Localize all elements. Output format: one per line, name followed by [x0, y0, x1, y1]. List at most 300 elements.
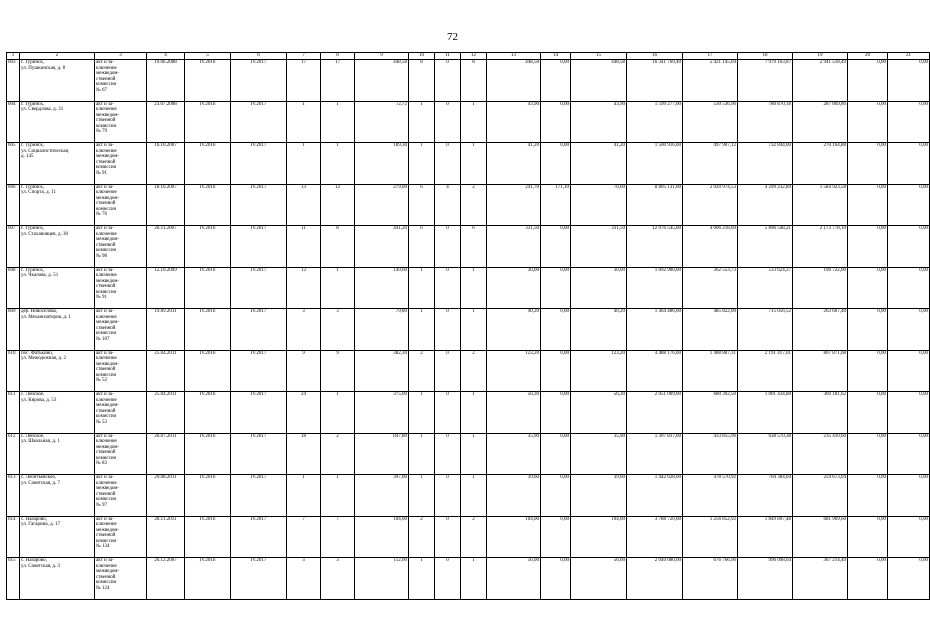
cell-c10: 6: [409, 226, 435, 268]
cell-c14: 0,00: [541, 143, 571, 185]
cell-c11: 0: [435, 350, 461, 392]
cell-c8: 1: [321, 101, 355, 143]
document-line: ключение: [96, 314, 117, 320]
document-line: акт и за-: [96, 101, 114, 107]
cell-c17: 433 855,96: [683, 433, 738, 475]
column-number: 10: [409, 53, 435, 60]
cell-c8: 17: [321, 60, 355, 102]
cell-c9: 279,00: [355, 184, 409, 226]
cell-c16: 2 051 009,00: [627, 392, 683, 434]
cell-c20: 0,00: [848, 267, 888, 309]
cell-c10: 1: [409, 267, 435, 309]
address-line: г. Туринск,: [21, 267, 45, 273]
cell-c20: 0,00: [848, 392, 888, 434]
document-line: межведом-: [96, 195, 120, 201]
row-number: 607: [7, 226, 20, 268]
cell-c15: 43,90: [571, 101, 627, 143]
cell-c9: 847,80: [355, 433, 409, 475]
cell-c19: 2 173 778,10: [793, 226, 848, 268]
document-line: акт и за-: [96, 184, 114, 190]
cell-c7: 9: [287, 350, 321, 392]
column-number: 20: [848, 53, 888, 60]
document-line: № 97: [96, 502, 108, 508]
column-number: 13: [487, 53, 541, 60]
cell-c17: 1 256 852,92: [683, 516, 738, 558]
table-row: [7, 433, 930, 475]
cell-c20: 0,00: [848, 101, 888, 143]
address-line: д. 145: [21, 154, 34, 160]
document-line: межведом-: [96, 444, 120, 450]
document-line: ственной: [96, 242, 116, 248]
table-row: [7, 184, 930, 226]
document-line: ключение: [96, 273, 117, 279]
cell-c16: 1 464 486,00: [627, 309, 683, 351]
cell-c21: 0,00: [888, 558, 930, 600]
cell-c13: 43,90: [487, 101, 541, 143]
document-cell: [95, 433, 147, 475]
cell-c10: 1: [409, 558, 435, 600]
column-number: 16: [627, 53, 683, 60]
cell-c7: 1: [287, 475, 321, 517]
document-cell: [95, 309, 147, 351]
cell-c6: IV.2017: [231, 60, 287, 102]
cell-c15: 35,90: [571, 433, 627, 475]
document-line: комиссии: [96, 206, 117, 212]
cell-c17: 478 570,92: [683, 475, 738, 517]
cell-c17: 485 822,00: [683, 309, 738, 351]
cell-c14: 0,00: [541, 267, 571, 309]
cell-c6: IV.2017: [231, 350, 287, 392]
cell-c16: 3 788 720,00: [627, 516, 683, 558]
cell-c20: 0,00: [848, 475, 888, 517]
cell-c16: 1 500 916,00: [627, 143, 683, 185]
cell-c15: 56,00: [571, 558, 627, 600]
document-line: межведом-: [96, 320, 120, 326]
cell-c14: 0,00: [541, 309, 571, 351]
cell-c10: 2: [409, 350, 435, 392]
cell-c16: 4 488 176,00: [627, 350, 683, 392]
cell-c20: 0,00: [848, 516, 888, 558]
document-line: № 107: [96, 336, 110, 342]
document-line: акт и за-: [96, 267, 114, 273]
column-number: 2: [20, 53, 95, 60]
cell-c8: 3: [321, 558, 355, 600]
document-line: комиссии: [96, 248, 117, 254]
cell-c21: 0,00: [888, 101, 930, 143]
cell-c9: 375,00: [355, 392, 409, 434]
row-number: 605: [7, 143, 20, 185]
table-row: [7, 558, 930, 600]
address-line: г. Туринск,: [21, 143, 45, 148]
cell-c4: 25.04.2011: [147, 392, 185, 434]
column-number: 7: [287, 53, 321, 60]
cell-c13: 331,50: [487, 226, 541, 268]
table-row: [7, 101, 930, 143]
row-number: 615: [7, 558, 20, 600]
cell-c18: 1 849 897,48: [738, 516, 793, 558]
cell-c6: IV.2017: [231, 516, 287, 558]
cell-c16: 2 040 080,00: [627, 558, 683, 600]
cell-c14: 0,00: [541, 350, 571, 392]
cell-c4: 12.10.2009: [147, 267, 185, 309]
cell-c5: IV.2016: [185, 350, 231, 392]
cell-c20: 0,00: [848, 433, 888, 475]
cell-c4: 29.08.2011: [147, 475, 185, 517]
cell-c14: 0,00: [541, 516, 571, 558]
cell-c21: 0,00: [888, 60, 930, 102]
cell-c5: IV.2016: [185, 143, 231, 185]
column-number: 12: [461, 53, 487, 60]
cell-c6: IV.2017: [231, 101, 287, 143]
document-cell: [95, 267, 147, 309]
document-line: межведом-: [96, 112, 120, 118]
cell-c11: 0: [435, 226, 461, 268]
table-row: [7, 60, 930, 102]
address-cell: [20, 184, 95, 226]
cell-c4: 23.07.2008: [147, 101, 185, 143]
cell-c4: 19.09.2011: [147, 309, 185, 351]
cell-c7: 24: [287, 392, 321, 434]
cell-c18: 732 844,00: [738, 143, 793, 185]
document-line: ственной: [96, 118, 116, 124]
address-cell: [20, 101, 95, 143]
cell-c18: 4 299 232,89: [738, 184, 793, 226]
cell-c6: IV.2017: [231, 558, 287, 600]
cell-c4: 26.12.2007: [147, 558, 185, 600]
cell-c4: 25.04.2011: [147, 350, 185, 392]
address-line: ул. Школьная, д. 1: [21, 439, 60, 445]
column-number: 8: [321, 53, 355, 60]
cell-c15: 56,30: [571, 392, 627, 434]
column-number: 5: [185, 53, 231, 60]
cell-c13: 104,00: [487, 516, 541, 558]
document-line: акт и за-: [96, 350, 114, 356]
cell-c13: 241,70: [487, 184, 541, 226]
cell-c16: 1 442 628,00: [627, 475, 683, 517]
cell-c17: 680 392,50: [683, 392, 738, 434]
table-row: [7, 350, 930, 392]
address-line: с. Назарово,: [21, 558, 47, 563]
column-number: 14: [541, 53, 571, 60]
document-line: комиссии: [96, 455, 117, 461]
column-number: 11: [435, 53, 461, 60]
cell-c7: 18: [287, 433, 321, 475]
cell-c17: 2 920 974,53: [683, 184, 738, 226]
resettlement-table: [6, 52, 930, 600]
cell-c8: 8: [321, 226, 355, 268]
column-number: 3: [95, 53, 147, 60]
cell-c21: 0,00: [888, 475, 930, 517]
cell-c19: 681 969,60: [793, 516, 848, 558]
cell-c12: 1: [461, 475, 487, 517]
cell-c8: 3: [321, 309, 355, 351]
cell-c19: 1 584 923,58: [793, 184, 848, 226]
document-line: комиссии: [96, 289, 117, 295]
cell-c17: 530 536,96: [683, 101, 738, 143]
table-row: [7, 516, 930, 558]
cell-c6: IV.2017: [231, 267, 287, 309]
cell-c15: 39,60: [571, 475, 627, 517]
document-line: № 124: [96, 585, 110, 591]
address-cell: [20, 143, 95, 185]
cell-c16: 16 341 769,40: [627, 60, 683, 102]
cell-c14: 0,00: [541, 60, 571, 102]
cell-c10: 1: [409, 475, 435, 517]
table-row: [7, 309, 930, 351]
address-line: г. Туринск,: [21, 60, 45, 65]
cell-c21: 0,00: [888, 350, 930, 392]
address-line: ул. Социалистическая,: [21, 148, 70, 154]
cell-c17: 5 421 145,04: [683, 60, 738, 102]
cell-c6: IV.2017: [231, 392, 287, 434]
cell-c19: 287 869,86: [793, 101, 848, 143]
document-cell: [95, 475, 147, 517]
document-line: ключение: [96, 439, 117, 445]
cell-c18: 5 896 548,21: [738, 226, 793, 268]
cell-c11: 0: [435, 392, 461, 434]
cell-c14: 0,00: [541, 226, 571, 268]
document-line: комиссии: [96, 82, 117, 88]
cell-c15: 41,20: [571, 143, 627, 185]
cell-c5: IV.2016: [185, 558, 231, 600]
document-line: акт и за-: [96, 143, 114, 148]
cell-c9: 79,80: [355, 309, 409, 351]
document-line: акт и за-: [96, 475, 114, 480]
table-row: [7, 226, 930, 268]
cell-c10: 6: [409, 184, 435, 226]
cell-c13: 56,00: [487, 558, 541, 600]
cell-c21: 0,00: [888, 516, 930, 558]
document-line: акт и за-: [96, 309, 114, 314]
cell-c17: 676 766,96: [683, 558, 738, 600]
cell-c9: 149,60: [355, 267, 409, 309]
column-number: 9: [355, 53, 409, 60]
cell-c5: IV.2016: [185, 475, 231, 517]
document-line: ключение: [96, 231, 117, 237]
cell-c10: 1: [409, 143, 435, 185]
document-line: № 134: [96, 544, 110, 550]
cell-c18: 704 384,04: [738, 475, 793, 517]
cell-c20: 0,00: [848, 143, 888, 185]
cell-c9: 72,72: [355, 101, 409, 143]
document-line: ключение: [96, 148, 117, 154]
document-line: комиссии: [96, 414, 117, 420]
cell-c19: 235 410,66: [793, 433, 848, 475]
column-number: 17: [683, 53, 738, 60]
cell-c6: IV.2017: [231, 433, 287, 475]
document-line: акт и за-: [96, 558, 114, 563]
document-line: № 91: [96, 295, 108, 301]
cell-c11: 4: [435, 184, 461, 226]
cell-c18: 996 098,64: [738, 558, 793, 600]
cell-c8: 1: [321, 392, 355, 434]
cell-c14: 0,00: [541, 558, 571, 600]
document-line: межведом-: [96, 278, 120, 284]
cell-c7: 13: [287, 184, 321, 226]
cell-c18: 1 001 434,88: [738, 392, 793, 434]
cell-c15: 448,58: [571, 60, 627, 102]
document-line: ственной: [96, 284, 116, 290]
cell-c13: 40,20: [487, 309, 541, 351]
address-line: ул. Спорта, д. 11: [21, 190, 57, 196]
document-line: ственной: [96, 450, 116, 456]
cell-c7: 3: [287, 558, 321, 600]
cell-c4: 26.07.2011: [147, 433, 185, 475]
document-line: ственной: [96, 159, 116, 165]
cell-c7: 1: [287, 143, 321, 185]
cell-c5: IV.2016: [185, 267, 231, 309]
document-line: межведом-: [96, 403, 120, 409]
document-line: межведом-: [96, 237, 120, 243]
document-line: комиссии: [96, 331, 117, 337]
table-row: [7, 392, 930, 434]
table-row: [7, 267, 930, 309]
cell-c8: 1: [321, 267, 355, 309]
document-line: ключение: [96, 397, 117, 403]
cell-c19: 263 607,48: [793, 309, 848, 351]
document-line: ключение: [96, 107, 117, 113]
table-row: [7, 143, 930, 185]
address-line: пос. Фатькино,: [21, 350, 54, 356]
address-line: ул. Свердлова, д. 31: [21, 107, 64, 113]
cell-c14: 0,00: [541, 101, 571, 143]
cell-c5: IV.2016: [185, 309, 231, 351]
cell-c19: 270 164,88: [793, 143, 848, 185]
address-cell: [20, 516, 95, 558]
cell-c5: IV.2016: [185, 226, 231, 268]
document-line: акт и за-: [96, 516, 114, 522]
address-cell: [20, 392, 95, 434]
cell-c11: 0: [435, 309, 461, 351]
cell-c18: 715 056,52: [738, 309, 793, 351]
document-line: межведом-: [96, 569, 120, 575]
row-number: 609: [7, 309, 20, 351]
cell-c7: 17: [287, 60, 321, 102]
document-line: комиссии: [96, 372, 117, 378]
address-line: ул. Кирова, д. 53: [21, 397, 57, 403]
cell-c15: 104,00: [571, 516, 627, 558]
address-cell: [20, 475, 95, 517]
cell-c13: 30,00: [487, 267, 541, 309]
document-line: межведом-: [96, 361, 120, 367]
address-line: с. Назарово,: [21, 516, 47, 522]
document-line: ключение: [96, 563, 117, 569]
cell-c4: 19.06.2008: [147, 60, 185, 102]
cell-c11: 0: [435, 143, 461, 185]
cell-c14: 171,10: [541, 184, 571, 226]
cell-c10: 2: [409, 516, 435, 558]
cell-c8: 1: [321, 475, 355, 517]
cell-c12: 2: [461, 350, 487, 392]
cell-c20: 0,00: [848, 309, 888, 351]
cell-c12: 2: [461, 516, 487, 558]
address-cell: [20, 433, 95, 475]
document-line: ключение: [96, 65, 117, 71]
cell-c14: 0,00: [541, 433, 571, 475]
cell-c17: 1 488 887,31: [683, 350, 738, 392]
document-line: ключение: [96, 356, 117, 362]
cell-c13: 56,30: [487, 392, 541, 434]
cell-c4: 16.10.2007: [147, 143, 185, 185]
cell-c5: IV.2016: [185, 60, 231, 102]
cell-c9: 441,20: [355, 226, 409, 268]
address-line: ул. Пушкинская, д. 8: [21, 65, 66, 71]
document-line: акт и за-: [96, 433, 114, 439]
cell-c6: IV.2017: [231, 309, 287, 351]
document-line: акт и за-: [96, 60, 114, 65]
address-cell: [20, 350, 95, 392]
cell-c13: 39,60: [487, 475, 541, 517]
cell-c8: 12: [321, 184, 355, 226]
cell-c11: 0: [435, 101, 461, 143]
cell-c5: IV.2016: [185, 392, 231, 434]
document-cell: [95, 184, 147, 226]
address-line: ул. Чкалова, д. 51: [21, 273, 59, 279]
row-number: 613: [7, 475, 20, 517]
cell-c19: 2 941 518,49: [793, 60, 848, 102]
cell-c8: 2: [321, 433, 355, 475]
cell-c19: 259 673,04: [793, 475, 848, 517]
column-number-row: [7, 53, 930, 60]
row-number: 612: [7, 433, 20, 475]
cell-c13: 35,90: [487, 433, 541, 475]
document-line: акт и за-: [96, 226, 114, 231]
cell-c12: 6: [461, 226, 487, 268]
document-cell: [95, 143, 147, 185]
cell-c17: 362 553,73: [683, 267, 738, 309]
cell-c19: 367 214,40: [793, 558, 848, 600]
address-line: ул. Механизаторов, д. 1: [21, 314, 71, 320]
cell-c11: 0: [435, 558, 461, 600]
cell-c12: 1: [461, 558, 487, 600]
cell-c19: 369 181,62: [793, 392, 848, 434]
cell-c18: 7 979 103,87: [738, 60, 793, 102]
cell-c16: 12 076 545,00: [627, 226, 683, 268]
document-line: ключение: [96, 522, 117, 528]
document-line: ственной: [96, 491, 116, 497]
cell-c12: 1: [461, 309, 487, 351]
cell-c7: 11: [287, 226, 321, 268]
document-line: межведом-: [96, 527, 120, 533]
address-line: с. Леонтьевское,: [21, 475, 56, 480]
address-line: дер. Новосёлова,: [21, 309, 58, 314]
cell-c9: 189,30: [355, 143, 409, 185]
cell-c16: 1 307 837,00: [627, 433, 683, 475]
cell-c20: 0,00: [848, 558, 888, 600]
row-number: 603: [7, 60, 20, 102]
document-line: № 76: [96, 212, 108, 218]
cell-c15: 123,20: [571, 350, 627, 392]
document-line: ственной: [96, 367, 116, 373]
cell-c18: 780 870,18: [738, 101, 793, 143]
cell-c5: IV.2016: [185, 101, 231, 143]
row-number: 614: [7, 516, 20, 558]
row-number: 611: [7, 392, 20, 434]
cell-c12: 1: [461, 143, 487, 185]
cell-c19: 807 871,68: [793, 350, 848, 392]
cell-c6: IV.2017: [231, 184, 287, 226]
row-number: 606: [7, 184, 20, 226]
column-number: 18: [738, 53, 793, 60]
cell-c11: 0: [435, 475, 461, 517]
column-number: 15: [571, 53, 627, 60]
document-line: № 98: [96, 253, 108, 259]
cell-c15: 40,20: [571, 309, 627, 351]
address-cell: [20, 309, 95, 351]
cell-c9: 112,00: [355, 558, 409, 600]
document-line: ственной: [96, 201, 116, 207]
cell-c8: 1: [321, 143, 355, 185]
